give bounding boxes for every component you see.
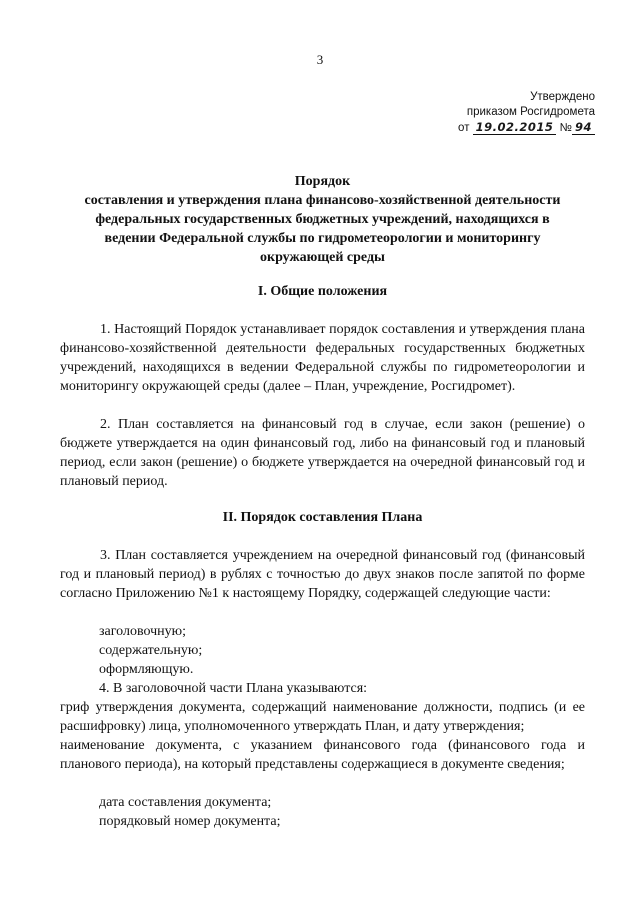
- title-line-4: ведении Федеральной службы по гидрометеорологии и мониторингу: [104, 231, 541, 246]
- approval-stamp: [458, 90, 595, 136]
- approval-line-2: приказом Росгидромета: [466, 106, 595, 118]
- part-item-1: заголовочную;: [99, 624, 186, 639]
- title-line-5: окружающей среды: [260, 250, 385, 265]
- title-line-1: Порядок: [294, 174, 351, 189]
- paragraph-4: 4. В заголовочной части Плана указываются:: [99, 681, 368, 696]
- approval-date-line: [458, 120, 595, 136]
- paragraph-4c: дата составления документа;: [99, 795, 272, 810]
- approval-date: 19.02.2015: [473, 120, 557, 135]
- paragraph-4d: порядковый номер документа;: [99, 814, 281, 829]
- paragraph-4a: гриф утверждения документа, содержащий наименование должности, подпись (и ее расшифровку) лица, уполномоченного утверждать План, и дату утверждения;: [60, 700, 585, 734]
- document-title: [60, 172, 585, 267]
- paragraph-3: 3. План составляется учреждением на очередной финансовый год (финансовый год и плановый период) в рублях с точностью до двух знаков после запятой по форме согласно Приложению №1 к настоящему Порядку, содержащей следующие части:: [60, 548, 585, 601]
- page-number: 3: [316, 52, 324, 67]
- part-item-2: содержательную;: [99, 643, 203, 658]
- section-2-heading: II. Порядок составления Плана: [222, 510, 423, 525]
- paragraph-1: 1. Настоящий Порядок устанавливает порядок составления и утверждения плана финансово-хозяйственной деятельности федеральных государственных бюджетных учреждений, находящихся в ведении Федеральной службы по гидрометеорологии и мониторингу окружающей среды (далее – План, учреждение, Росгидромет).: [60, 322, 585, 394]
- approval-date-prefix: от: [458, 122, 470, 134]
- title-line-3: федеральных государственных бюджетных учреждений, находящихся в: [95, 212, 550, 227]
- approval-line-1: Утверждено: [530, 91, 595, 103]
- section-1-heading: I. Общие положения: [257, 284, 388, 299]
- paragraph-4b: наименование документа, с указанием финансового года (финансового года и планового периода), на который представлены содержащиеся в документе сведения;: [60, 738, 585, 772]
- part-item-3: оформляющую.: [99, 662, 194, 677]
- paragraph-2: 2. План составляется на финансовый год в случае, если закон (решение) о бюджете утверждается на один финансовый год, либо на финансовый год и плановый период, если закон (решение) о бюджете утверждается на очередной финансовый год и плановый период.: [60, 417, 585, 489]
- title-line-2: составления и утверждения плана финансово-хозяйственной деятельности: [84, 193, 561, 208]
- approval-number: 94: [572, 120, 595, 135]
- approval-number-prefix: №: [559, 122, 572, 134]
